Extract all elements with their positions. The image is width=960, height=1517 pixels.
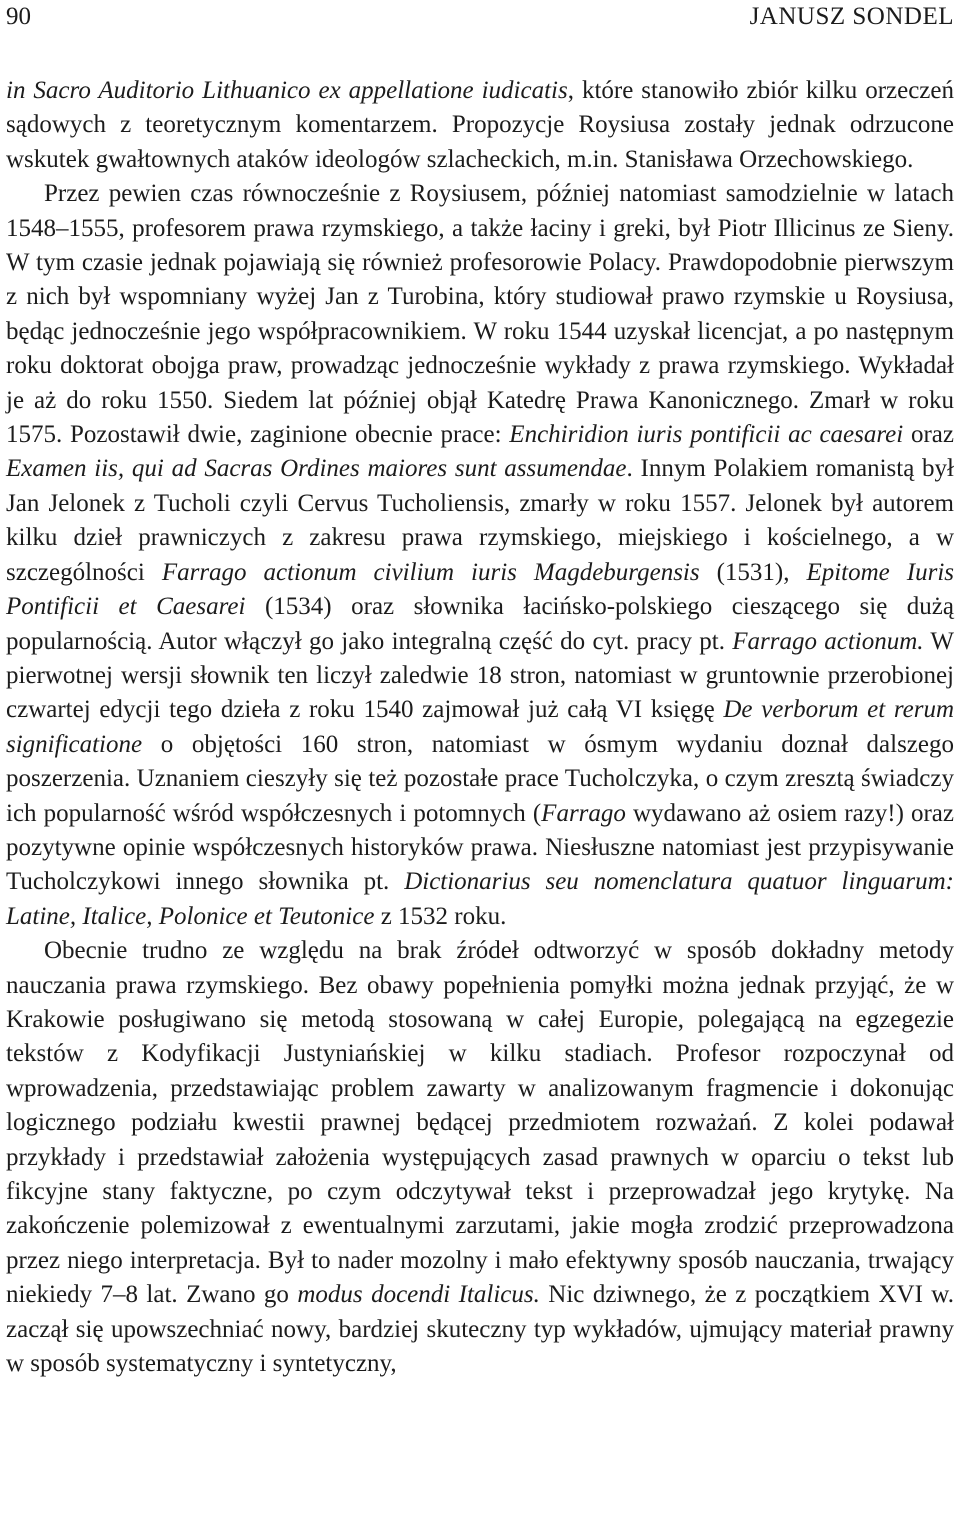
text-run: wydawano aż osiem razy!) oraz pozytywne opinie współczesnych historyków prawa. Niesłuszne natomiast jest przypisywanie Tucholczykowi innego słownika pt.	[6, 799, 954, 896]
italic-text-run: De verborum et rerum significatione	[6, 696, 955, 758]
text-run: W pierwotnej wersji słownik ten liczył zaledwie 18 stron, natomiast w gruntownie przerobionej czwartej edycji tego dzieła z roku 1540 zajmował już całą VI księgę	[6, 627, 954, 724]
italic-text-run: Farrago actionum.	[732, 627, 924, 655]
text-run: Przez pewien czas równocześnie z Roysiusem, później natomiast samodzielnie w latach 1548–1555, profesorem prawa rzymskiego, a także łaciny i greki, był Piotr Illicinus ze Sieny. W tym czasie jednak pojawiają się również profesorowie Polacy. Prawdopodobnie pierwszym z nich był wspomniany wyżej Jan z Turobina, który studiował prawo rzymskie u Roysiusa, będąc jednocześnie jego współpracownikiem. W roku 1544 uzyskał licencjat, a po następnym roku doktorat obojga praw, prowadząc jednocześnie wykłady z prawa rzymskiego. Wykładał je aż do roku 1550. Siedem lat później objął Katedrę Prawa Kanonicznego. Zmarł w roku 1575. Pozostawił dwie, zaginione obecnie prace:	[6, 180, 954, 449]
document-page	[6, 0, 954, 1381]
running-head	[6, 0, 954, 34]
italic-text-run: Farrago	[541, 799, 626, 827]
paragraph	[6, 934, 954, 1381]
text-run: (1534) oraz słownika łacińsko-polskiego cieszącego się dużą popularnością. Autor włączył go jako integralną część do cyt. pracy pt.	[6, 593, 954, 655]
text-run: oraz	[903, 421, 954, 449]
text-run: Obecnie trudno ze względu na brak źródeł odtworzyć w sposób dokładny metody nauczania prawa rzymskiego. Bez obawy popełnienia pomyłki można jednak przyjąć, że w Krakowie posługiwano się metodą stosowaną w całej Europie, polegającą na egzegezie tekstów z Kodyfikacji Justyniańskiej w kilku stadiach. Profesor rozpoczynał od wprowadzenia, przedstawiając problem zawarty w analizowanym fragmencie i dokonując logicznego podziału kwestii prawnej będącej przedmiotem rozważań. Z kolei podawał przykłady i przedstawiał założenia występujących zasad prawnych w oparciu o tekst lub fikcyjne stany faktyczne, po czym odczytywał tekst i przeprowadzał jego krytykę. Na zakończenie polemizował z ewentualnymi zarzutami, jakie mogła zrodzić przeprowadzona przez niego interpretacja. Był to nader mozolny i mało efektywny sposób nauczania, trwający niekiedy 7–8 lat. Zwano go	[6, 937, 954, 1309]
text-run: o objętości 160 stron, natomiast w ósmym wydaniu doznał dalszego poszerzenia. Uznaniem cieszyły się też pozostałe prace Tucholczyka, o czym zresztą świadczy ich popularność wśród współczesnych i potomnych (	[6, 730, 954, 827]
body-text	[6, 74, 954, 1381]
italic-text-run: Enchiridion iuris pontificii ac caesarei	[509, 421, 904, 449]
text-run: Nic dziwnego, że z początkiem XVI w. zaczął się upowszechniać nowy, bardziej skuteczny typ wykładów, ujmujący materiał prawny w sposób systematyczny i syntetyczny,	[6, 1281, 954, 1378]
italic-text-run: Epitome Iuris Pontificii et Caesarei	[6, 558, 954, 621]
paragraph	[6, 177, 954, 934]
italic-text-run: in Sacro Auditorio Lithuanico ex appellatione iudicatis	[6, 77, 568, 104]
page-number: 90	[6, 3, 31, 30]
paragraph	[6, 74, 954, 177]
text-run: , które stanowiło zbiór kilku orzeczeń sądowych z teoretycznym komentarzem. Propozycje Roysiusa zostały jednak odrzucone wskutek gwałtownych ataków ideologów szlacheckich, m.in. Stanisława Orzechowskiego.	[6, 77, 955, 173]
italic-text-run: modus docendi Italicus.	[297, 1281, 540, 1309]
italic-text-run: Farrago actionum civilium iuris Magdeburgensis	[161, 558, 700, 586]
italic-text-run: Examen iis, qui ad Sacras Ordines maiores sunt assumendae	[6, 455, 627, 483]
text-run: . Innym Polakiem romanistą był Jan Jelonek z Tucholi czyli Cervus Tucholiensis, zmarły w roku 1557. Jelonek był autorem kilku dzieł prawniczych z zakresu prawa rzymskiego, miejskiego i kościelnego, a w szczególności	[6, 455, 954, 586]
text-run: z 1532 roku.	[374, 902, 507, 930]
italic-text-run: Dictionarius seu nomenclatura quatuor linguarum: Latine, Italice, Polonice et Teutonice	[6, 868, 954, 930]
running-head-author: JANUSZ SONDEL	[749, 3, 954, 30]
text-run: (1531),	[699, 558, 807, 586]
